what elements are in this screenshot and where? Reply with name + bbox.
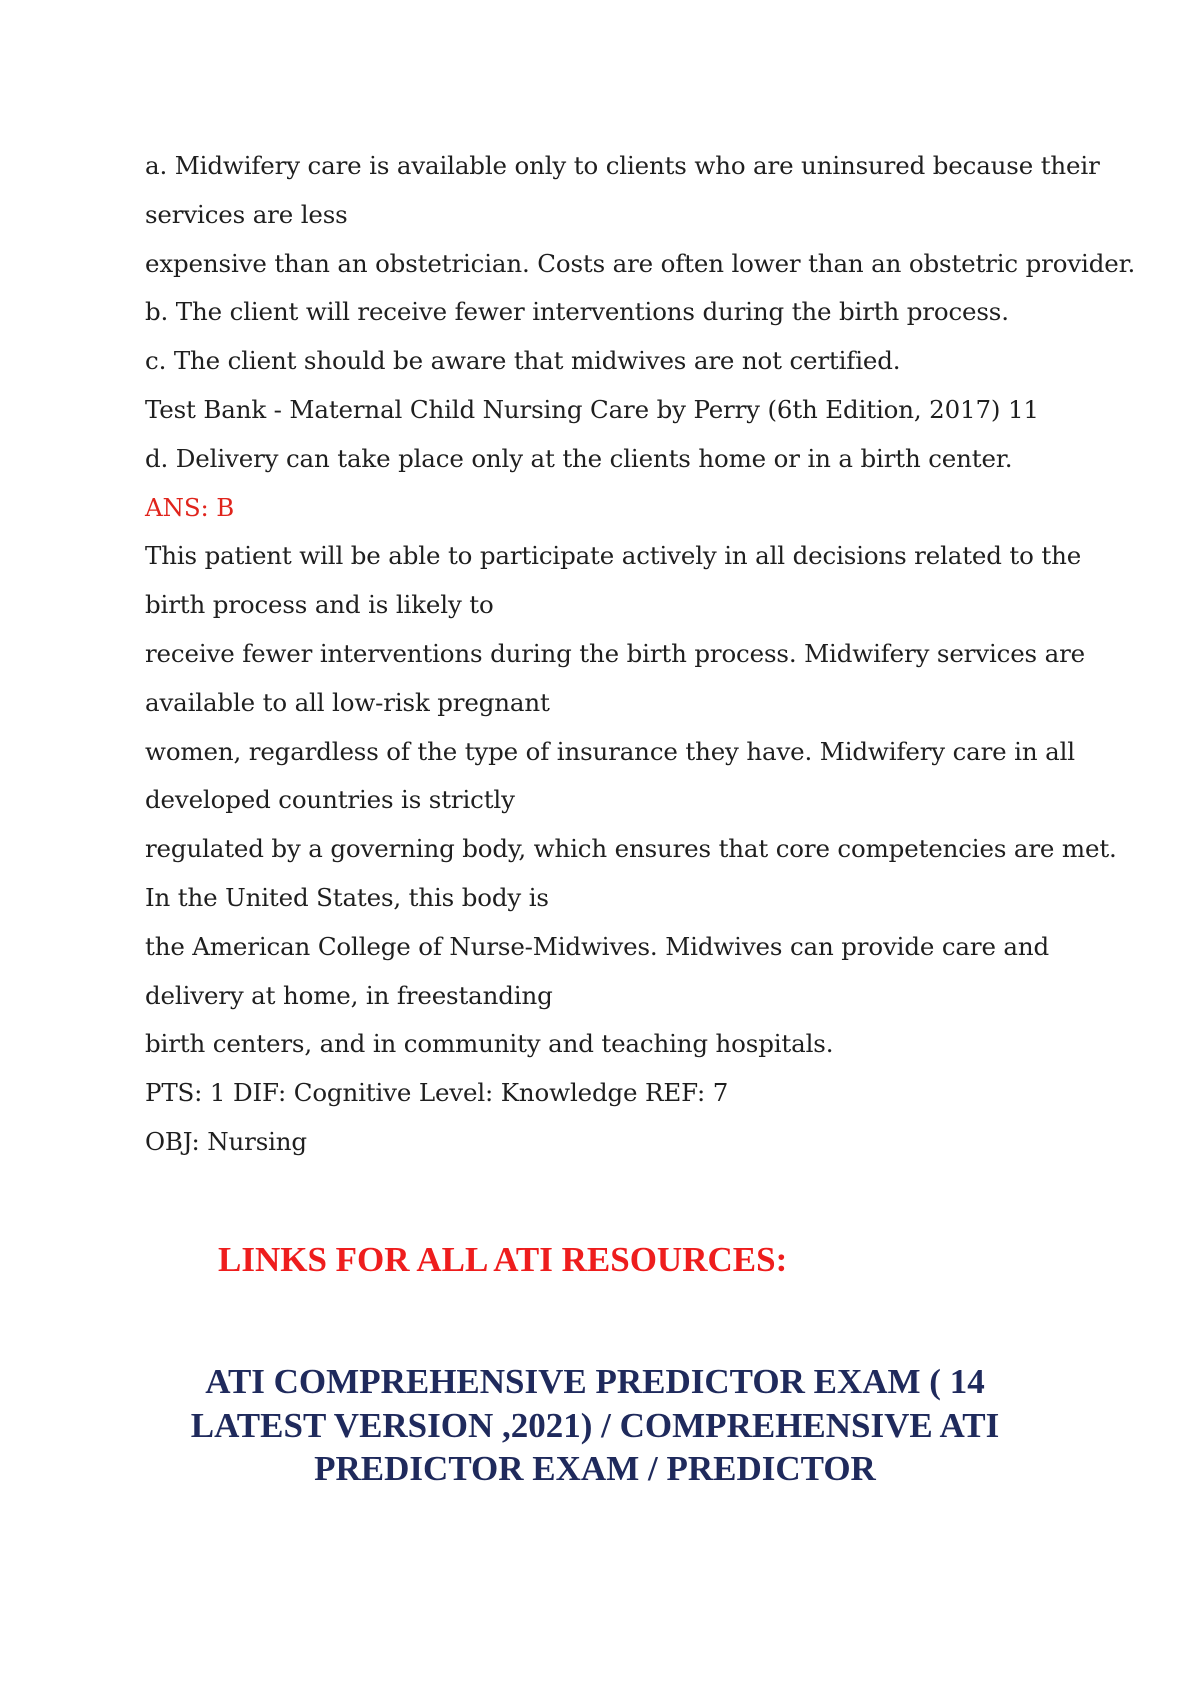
rationale-line-9: the American College of Nurse-Midwives. Midwives can provide care and: [145, 931, 1050, 961]
page-footer-reference: Test Bank - Maternal Child Nursing Care by Perry (6th Edition, 2017) 11: [145, 394, 1039, 424]
option-a-line-2: services are less: [145, 199, 348, 229]
ati-title-line-1: ATI COMPREHENSIVE PREDICTOR EXAM ( 14: [205, 1362, 985, 1401]
option-a-line-1: a. Midwifery care is available only to clients who are uninsured because their: [145, 151, 1100, 180]
rationale-line-6: developed countries is strictly: [145, 785, 515, 815]
rationale-line-4: available to all low-risk pregnant: [145, 687, 550, 717]
rationale-line-3: receive fewer interventions during the birth process. Midwifery services are: [145, 638, 1085, 668]
rationale-line-11: birth centers, and in community and teaching hospitals.: [145, 1029, 834, 1059]
rationale-line-8: In the United States, this body is: [145, 882, 549, 912]
rationale-line-10: delivery at home, in freestanding: [145, 980, 553, 1010]
links-heading: LINKS FOR ALL ATI RESOURCES:: [218, 1240, 788, 1279]
option-c: c. The client should be aware that midwives are not certified.: [145, 346, 901, 376]
question-body: [145, 142, 1136, 1167]
option-b: b. The client will receive fewer interventions during the birth process.: [145, 297, 1009, 327]
option-d: d. Delivery can take place only at the clients home or in a birth center.: [145, 443, 1013, 473]
ati-title-line-3: PREDICTOR EXAM / PREDICTOR: [314, 1449, 876, 1488]
option-a-line-3: expensive than an obstetrician. Costs are often lower than an obstetric provider.: [145, 248, 1136, 278]
rationale-line-5: women, regardless of the type of insurance they have. Midwifery care in all: [145, 736, 1075, 766]
ati-resource-title: [145, 1360, 1045, 1491]
answer-label: ANS: B: [145, 492, 235, 522]
rationale-line-7: regulated by a governing body, which ensures that core competencies are met.: [145, 834, 1117, 864]
rationale-line-1: This patient will be able to participate actively in all decisions related to the: [145, 541, 1082, 571]
question-objective: OBJ: Nursing: [145, 1126, 307, 1156]
ati-title-line-2: LATEST VERSION ,2021) / COMPREHENSIVE ATI: [190, 1405, 1000, 1445]
question-metadata: PTS: 1 DIF: Cognitive Level: Knowledge REF: 7: [145, 1078, 729, 1108]
rationale-line-2: birth process and is likely to: [145, 590, 494, 620]
